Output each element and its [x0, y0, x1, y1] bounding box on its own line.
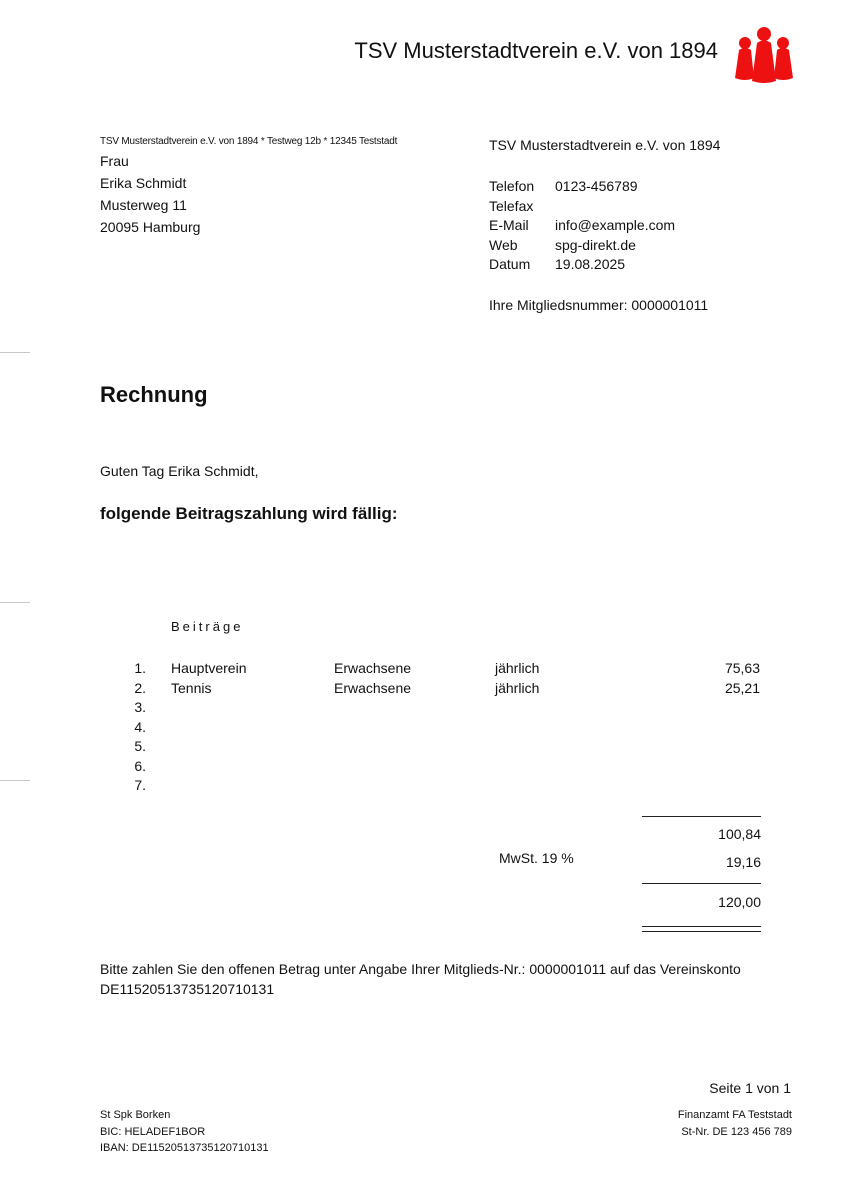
row-number: 2.: [134, 679, 146, 696]
row-group: Erwachsene: [334, 679, 412, 696]
table-row: [100, 776, 760, 796]
table-row: [100, 718, 760, 738]
row-name: Tennis: [171, 679, 212, 696]
footer-bank-name: St Spk Borken: [100, 1109, 171, 1121]
table-row: [100, 659, 760, 679]
footer-tax-details: [678, 1107, 792, 1140]
contact-label: Web: [489, 236, 518, 253]
footer-tax-office: Finanzamt FA Teststadt: [677, 1109, 792, 1121]
table-row: [100, 757, 760, 777]
row-group: Erwachsene: [334, 660, 412, 676]
info-organization: TSV Musterstadtverein e.V. von 1894: [489, 137, 721, 153]
footer-bank-details: [100, 1107, 269, 1157]
contact-value: info@example.com: [555, 217, 676, 233]
recipient-name: Erika Schmidt: [100, 175, 187, 191]
member-number: Ihre Mitgliedsnummer: 0000001011: [489, 297, 709, 313]
fold-mark: [0, 780, 30, 781]
page-number: Seite 1 von 1: [709, 1080, 791, 1096]
fee-table: [100, 659, 760, 796]
organization-title: TSV Musterstadtverein e.V. von 1894: [354, 38, 718, 63]
table-row: [100, 679, 760, 699]
contact-details: [489, 177, 675, 275]
club-figures-logo-icon: [733, 26, 795, 84]
contact-label: Telefon: [489, 178, 535, 194]
contact-label: Telefax: [489, 197, 534, 214]
recipient-salutation: Frau: [100, 153, 129, 169]
contact-row-web: [489, 236, 675, 256]
recipient-address: [100, 150, 200, 238]
contact-row-phone: [489, 177, 675, 197]
vat-label: MwSt. 19 %: [499, 850, 574, 866]
payment-note: [100, 960, 800, 999]
document-title: Rechnung: [100, 382, 208, 407]
row-name: Hauptverein: [171, 660, 247, 676]
footer-iban: IBAN: DE11520513735120710131: [100, 1142, 269, 1154]
payment-note-line: Bitte zahlen Sie den offenen Betrag unter Angabe Ihrer Mitglieds-Nr.: 0000001011 auf das Vereinskonto: [100, 961, 741, 977]
contact-label: Datum: [489, 256, 531, 272]
subtotal-amount: 100,84: [718, 826, 761, 842]
footer-bic: BIC: HELADEF1BOR: [100, 1125, 206, 1138]
total-double-underline: [642, 931, 761, 932]
contact-row-date: [489, 255, 675, 275]
contact-label: E-Mail: [489, 217, 529, 233]
sender-address-line: TSV Musterstadtverein e.V. von 1894 * Testweg 12b * 12345 Teststadt: [100, 136, 398, 147]
contact-row-email: [489, 216, 675, 236]
footer-tax-number: St-Nr. DE 123 456 789: [681, 1125, 792, 1138]
row-number: 7.: [134, 777, 146, 793]
row-number: 4.: [134, 718, 146, 735]
contact-row-fax: [489, 197, 675, 217]
table-heading: Beiträge: [171, 619, 244, 634]
row-amount: 25,21: [724, 679, 760, 696]
row-number: 1.: [134, 660, 146, 676]
payment-note-iban: DE11520513735120710131: [100, 980, 275, 997]
recipient-street: Musterweg 11: [100, 197, 187, 213]
table-row: [100, 698, 760, 718]
recipient-city: 20095 Hamburg: [100, 219, 201, 235]
total-amount: 120,00: [718, 894, 761, 910]
vat-amount: 19,16: [725, 854, 761, 870]
row-period: jährlich: [495, 679, 540, 696]
contact-value: 19.08.2025: [555, 256, 626, 272]
row-period: jährlich: [495, 660, 540, 676]
document-subtitle: folgende Beitragszahlung wird fällig:: [100, 504, 398, 523]
fold-mark: [0, 602, 30, 603]
row-number: 6.: [134, 757, 146, 774]
row-amount: 75,63: [724, 660, 760, 676]
contact-value: 0123-456789: [555, 178, 638, 194]
total-double-underline: [642, 926, 761, 927]
fold-mark: [0, 352, 30, 353]
row-number: 3.: [134, 699, 146, 715]
contact-value: spg-direkt.de: [555, 236, 636, 253]
table-row: [100, 737, 760, 757]
row-number: 5.: [134, 738, 146, 754]
total-divider: [642, 816, 761, 817]
total-divider: [642, 883, 761, 884]
greeting: Guten Tag Erika Schmidt,: [100, 463, 259, 479]
